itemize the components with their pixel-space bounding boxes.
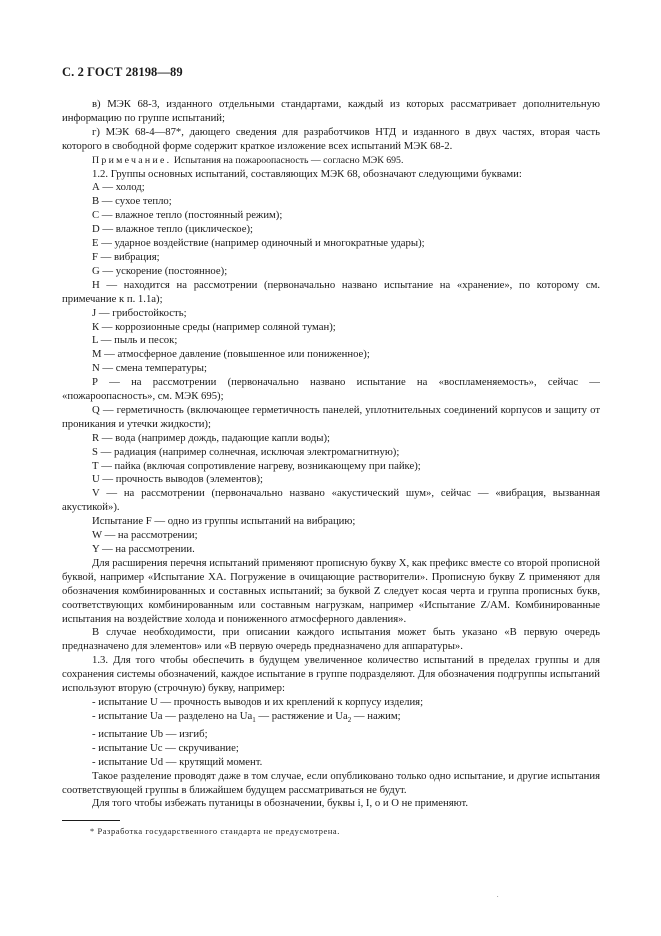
page-header: С. 2 ГОСТ 28198—89 [62,65,183,79]
sub-item-u: - испытание U — прочность выводов и их креплений к корпусу изделия; [92,695,424,708]
list-item: А — холод; [92,181,145,194]
paragraph-avoid: Для того чтобы избежать путаницы в обозначении, буквы i, I, о и О не применяют. [92,797,469,810]
list-item: С — влажное тепло (постоянный режим); [92,209,283,222]
list-item: К — коррозионные среды (например соляной туман); [92,320,336,333]
list-item: Т — пайка (включая сопротивление нагреву, возникающему при пайке); [92,459,421,472]
paragraph-1-2: 1.2. Группы основных испытаний, составляющих МЭК 68, обозначают следующими буквами: [92,167,522,180]
paragraph-split: Такое разделение проводят даже в том случае, если опубликовано только одно испытание, и другие испытания соответствующей группы в ближайшем будущем рассматриваться не будут. [62,769,600,796]
sub-item-ud: - испытание Ud — крутящий момент. [92,755,263,768]
note-label: Примечание. [92,154,172,166]
list-item: J — грибостойкость; [92,306,187,319]
list-item: Q — герметичность (включающее герметичность панелей, уплотнительных соединений корпусов и защиту от проникания и утечки жидкости); [62,403,600,430]
paragraph-1-3: 1.3. Для того чтобы обеспечить в будущем увеличенное количество испытаний в пределах группы и для сохранения системы обозначений, каждое испытание в группе подразделяют. Для обозначения подгруппы испытаний используют вторую (строчную) букву, например: [62,654,600,695]
list-item: L — пыль и песок; [92,334,178,347]
sub-item-ub: - испытание Ub — изгиб; [92,727,208,740]
list-item: S — радиация (например солнечная, исключая электромагнитную); [92,445,400,458]
list-item: W — на рассмотрении; [92,529,198,542]
subscript-1: 1 [252,716,256,725]
list-item: N — смена температуры; [92,362,207,375]
paragraph-g: г) МЭК 68-4—87*, дающего сведения для разработчиков НТД и изданного в двух частях, вторая часть которого в свободной форме содержит краткое изложение всех испытаний МЭК 68-2. [62,125,600,152]
paragraph-necessity: В случае необходимости, при описании каждого испытания может быть указано «В первую очередь предназначено для элементов» или «В первую очередь предназначено для аппаратуры». [62,626,600,653]
list-item: F — вибрация; [92,250,160,263]
paragraph-x-prefix: Для расширения перечня испытаний применяют прописную букву X, как префикс вместе со второй прописной буквой, например «Испытание ХА. Погружение в очищающие растворители». Прописную букву Z применяют для обозначения комбинированных и составных испытаний; за буквой Z следует косая черта и группа прописных букв, соответствующих комбинированным или составным нагрузкам, например «Испытание Z/AM. Комбинированные испытания на воздействие холода и пониженного атмосферного давления». [62,556,600,625]
list-item: Е — ударное воздействие (например одиночный и многократные удары); [92,237,425,250]
list-item: R — вода (например дождь, падающие капли воды); [92,431,330,444]
sub-item-ua-pre: - испытание Ua — разделено на Ua [92,709,253,722]
list-item: D — влажное тепло (циклическое); [92,223,253,236]
list-item: V — на рассмотрении (первоначально названо «акустический шум», сейчас — «вибрация, вызванная акустикой»). [62,487,600,514]
paragraph-v: в) МЭК 68-3, изданного отдельными стандартами, каждый из которых рассматривает дополнительную информацию по группе испытаний; [62,98,600,124]
note [62,154,600,168]
footnote: * Разработка государственного стандарта не предусмотрена. [90,827,340,836]
list-item: Р — на рассмотрении (первоначально названо испытание на «воспламеняемость», сейчас — «пожароопасность», см. МЭК 695); [62,376,600,403]
sub-item-uc: - испытание Uc — скручивание; [92,741,239,754]
document-body [62,98,600,811]
list-item: Испытание F — одно из группы испытаний на вибрацию; [92,515,356,528]
list-item: Y — на рассмотрении. [92,543,195,555]
list-item: G — ускорение (постоянное); [92,264,228,277]
sub-item-ua-mid: — растяжение и Ua [255,709,348,722]
subscript-2: 2 [347,716,352,725]
list-item: М — атмосферное давление (повышенное или пониженное); [92,348,370,361]
list-item: U — прочность выводов (элементов); [92,473,263,486]
note-text: Испытания на пожароопасность — согласно МЭК 695. [173,154,404,166]
list-item: Н — находится на рассмотрении (первоначально названо испытание на «хранение», по которому см. примечание к п. 1.1а); [62,278,600,305]
sub-item-ua-post: — нажим; [351,709,401,722]
footnote-rule [62,820,120,821]
list-item: В — сухое тепло; [92,195,172,208]
sub-item-ua [62,710,600,728]
stray-mark: . [497,893,499,899]
